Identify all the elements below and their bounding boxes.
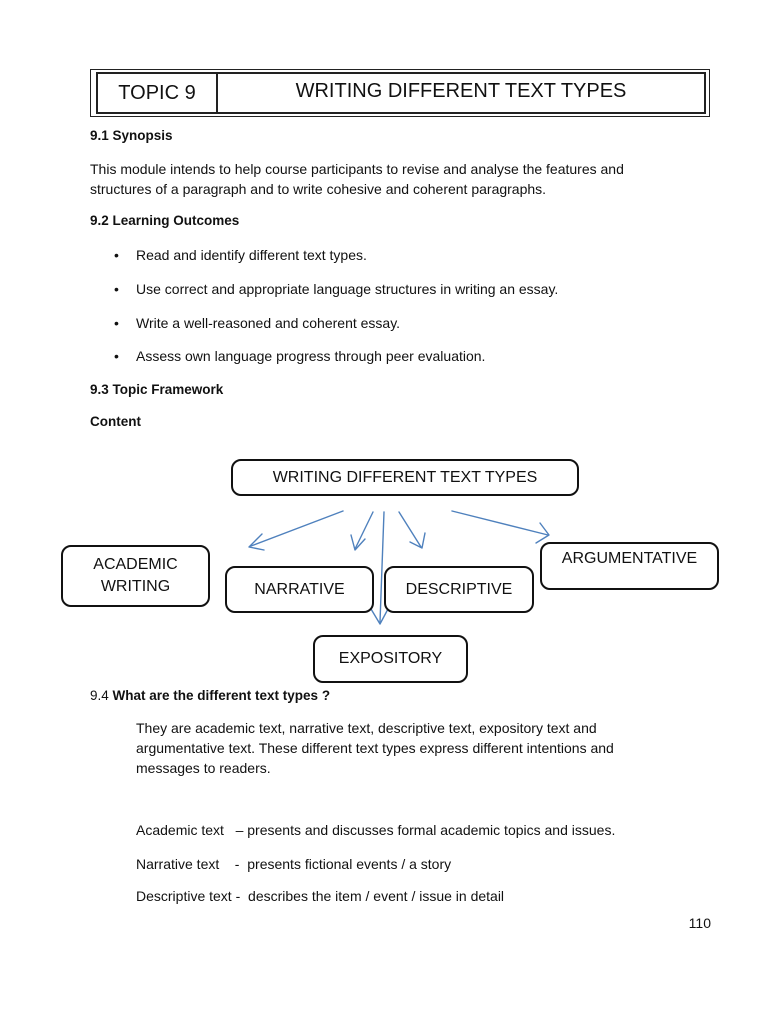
- synopsis-line-2: structures of a paragraph and to write cohesive and coherent paragraphs.: [90, 181, 547, 197]
- section-94-number: 9.4: [90, 688, 113, 703]
- arrow-to-narrative: [355, 512, 373, 549]
- page-number: 110: [688, 915, 711, 931]
- paragraph-line: argumentative text. These different text types express different intentions and: [136, 740, 614, 756]
- definition-narrative: Narrative text - presents fictional events / a story: [136, 856, 452, 872]
- section-94-title: What are the different text types ?: [112, 688, 331, 703]
- bullet-icon: •: [114, 315, 119, 331]
- synopsis-line-1: This module intends to help course participants to revise and analyse the features and: [90, 161, 624, 177]
- descriptive-node: DESCRIPTIVE: [384, 566, 534, 613]
- definition-academic: Academic text – presents and discusses formal academic topics and issues.: [136, 822, 616, 838]
- argumentative-node: ARGUMENTATIVE: [540, 542, 719, 590]
- section-94-heading: [90, 688, 330, 703]
- arrow-to-academic: [251, 511, 343, 546]
- arrow-to-argumentative: [452, 511, 548, 535]
- expository-node: EXPOSITORY: [313, 635, 468, 683]
- diagram-root-node: WRITING DIFFERENT TEXT TYPES: [231, 459, 579, 496]
- framework-heading: 9.3 Topic Framework: [90, 382, 224, 397]
- section-94-paragraph: [136, 718, 614, 778]
- bullet-icon: •: [114, 281, 119, 297]
- bullet-icon: •: [114, 247, 119, 263]
- academic-writing-node: ACADEMIC WRITING: [61, 545, 210, 607]
- bullet-icon: •: [114, 348, 119, 364]
- topic-title: WRITING DIFFERENT TEXT TYPES: [295, 79, 627, 102]
- list-item: • Write a well-reasoned and coherent essay.: [114, 315, 401, 331]
- outcomes-heading: 9.2 Learning Outcomes: [90, 213, 240, 228]
- narrative-node: NARRATIVE: [225, 566, 374, 613]
- list-item: • Assess own language progress through peer evaluation.: [114, 348, 486, 364]
- definition-descriptive: Descriptive text - describes the item / event / issue in detail: [136, 888, 505, 904]
- topic-number: TOPIC 9: [98, 74, 218, 112]
- content-label: Content: [90, 414, 141, 429]
- list-item: • Use correct and appropriate language structures in writing an essay.: [114, 281, 559, 297]
- list-item: • Read and identify different text types.: [114, 247, 367, 263]
- synopsis-heading: 9.1 Synopsis: [90, 128, 173, 143]
- paragraph-line: They are academic text, narrative text, descriptive text, expository text and: [136, 720, 597, 736]
- paragraph-line: messages to readers.: [136, 760, 271, 776]
